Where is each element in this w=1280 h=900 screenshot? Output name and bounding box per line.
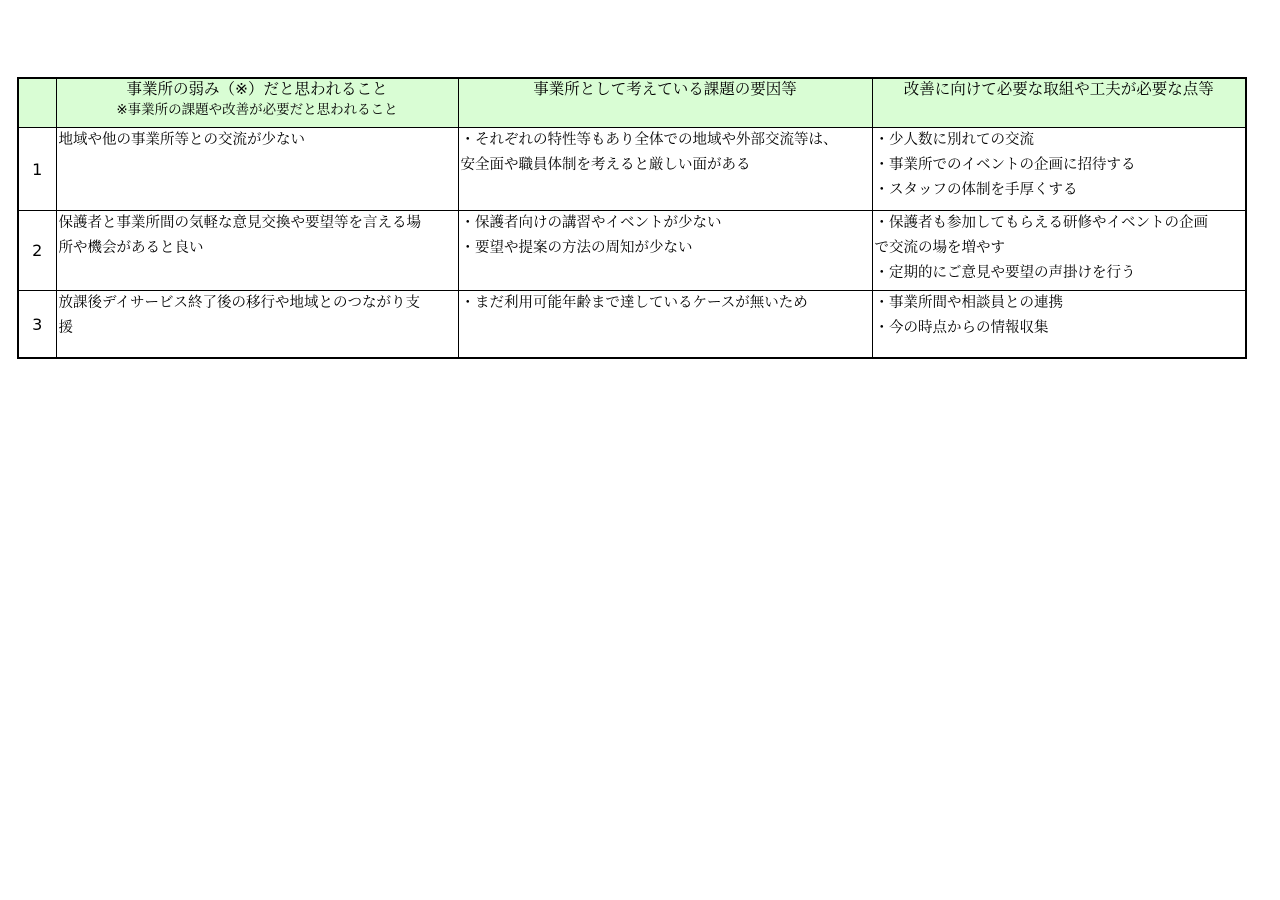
header-factors: 事業所として考えている課題の要因等 bbox=[458, 78, 872, 128]
table-row bbox=[18, 291, 1246, 359]
header-weakness-title: 事業所の弱み（※）だと思われること bbox=[126, 80, 388, 98]
weakness-cell bbox=[56, 211, 458, 291]
weakness-cell bbox=[56, 291, 458, 359]
improvements-text: ・定期的にご意見や要望の声掛けを行う bbox=[874, 265, 1136, 281]
improvements-cell bbox=[872, 128, 1246, 211]
factors-text: ・要望や提案の方法の周知が少ない bbox=[460, 240, 693, 256]
weakness-text: 地域や他の事業所等との交流が少ない bbox=[58, 132, 305, 148]
improvements-cell bbox=[872, 291, 1246, 359]
header-weakness-note: ※事業所の課題や改善が必要だと思われること bbox=[116, 102, 398, 118]
improvements-text: ・スタッフの体制を手厚くする bbox=[874, 182, 1078, 198]
weakness-text: 保護者と事業所間の気軽な意見交換や要望等を言える場 bbox=[58, 215, 421, 231]
factors-cell bbox=[458, 128, 872, 211]
weakness-text: 援 bbox=[58, 320, 73, 336]
weakness-text: 放課後デイサービス終了後の移行や地域とのつながり支 bbox=[58, 295, 420, 311]
weakness-cell bbox=[56, 128, 458, 211]
improvements-text: ・事業所でのイベントの企画に招待する bbox=[874, 157, 1136, 173]
header-row bbox=[18, 78, 1246, 128]
factors-text: ・保護者向けの講習やイベントが少ない bbox=[460, 215, 722, 231]
header-weakness bbox=[56, 78, 458, 128]
factors-text: ・まだ利用可能年齢まで達しているケースが無いため bbox=[460, 295, 808, 311]
improvements-text: ・少人数に別れての交流 bbox=[874, 132, 1034, 148]
table-row bbox=[18, 211, 1246, 291]
improvement-table bbox=[17, 77, 1247, 359]
weakness-text: 所や機会があると良い bbox=[58, 240, 204, 256]
header-improvements: 改善に向けて必要な取組や工夫が必要な点等 bbox=[872, 78, 1246, 128]
improvements-text: で交流の場を増やす bbox=[874, 240, 1005, 256]
row-number: 2 bbox=[18, 211, 56, 291]
row-number: 1 bbox=[18, 128, 56, 211]
factors-cell bbox=[458, 211, 872, 291]
factors-text: ・それぞれの特性等もあり全体での地域や外部交流等は、 bbox=[460, 132, 838, 148]
header-number-cell bbox=[18, 78, 56, 128]
row-number: 3 bbox=[18, 291, 56, 359]
factors-cell bbox=[458, 291, 872, 359]
improvements-text: ・保護者も参加してもらえる研修やイベントの企画 bbox=[874, 215, 1208, 231]
improvements-text: ・今の時点からの情報収集 bbox=[874, 320, 1049, 336]
factors-text: 安全面や職員体制を考えると厳しい面がある bbox=[460, 157, 751, 173]
improvements-cell bbox=[872, 211, 1246, 291]
table-row bbox=[18, 128, 1246, 211]
improvements-text: ・事業所間や相談員との連携 bbox=[874, 295, 1063, 311]
